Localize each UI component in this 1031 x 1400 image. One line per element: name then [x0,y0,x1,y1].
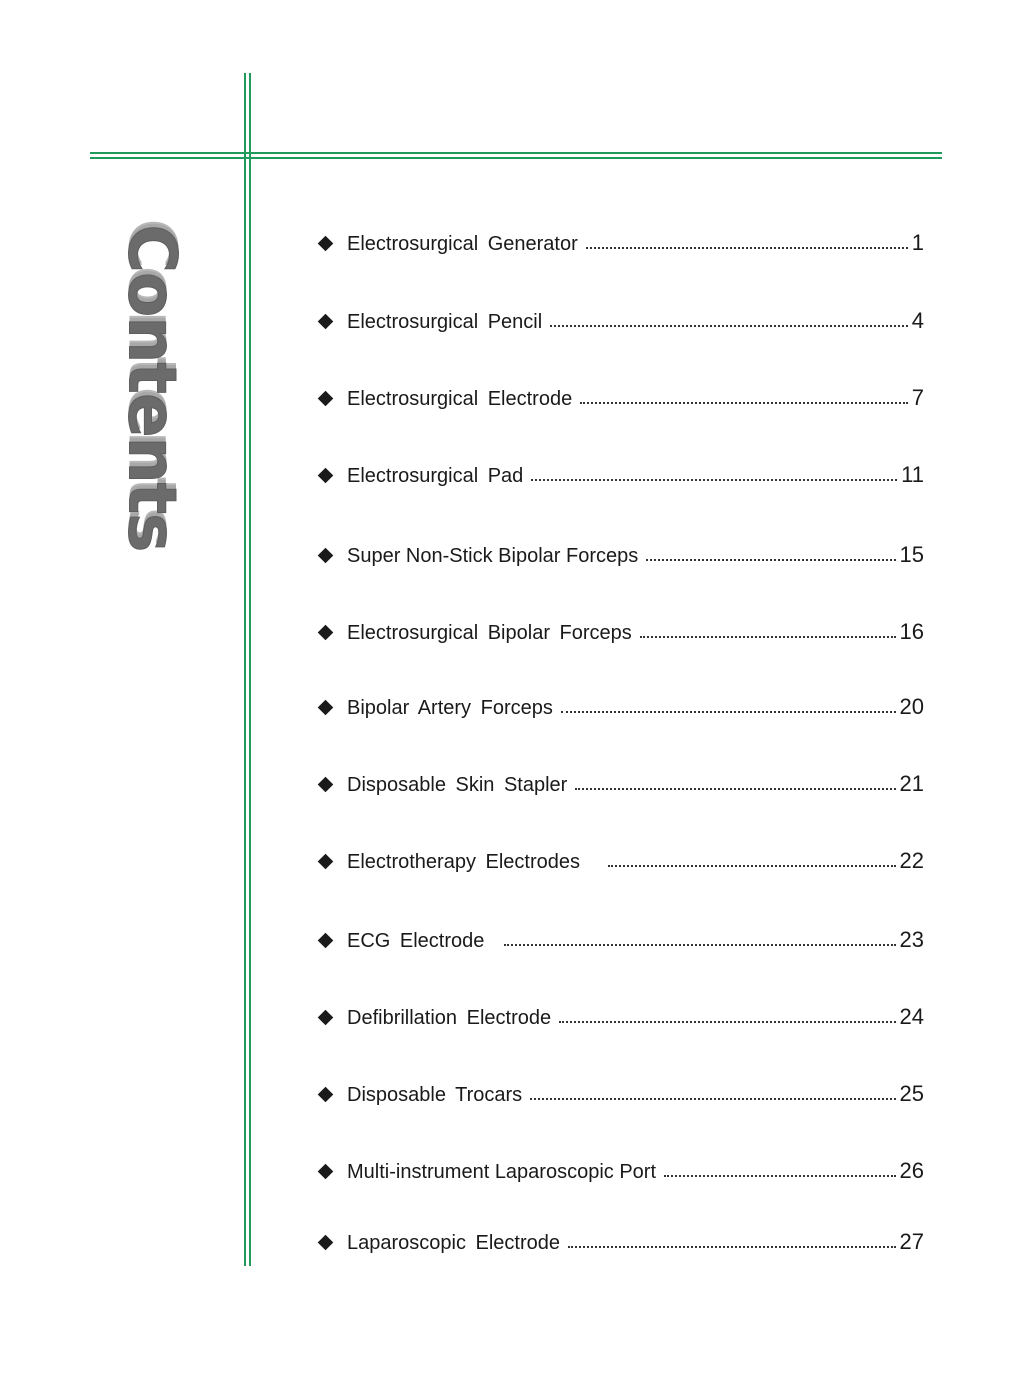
toc-entry-page: 1 [911,230,924,255]
toc-entry[interactable] [316,692,924,720]
contents-heading: Contents [113,224,191,551]
dot-leader [646,559,895,561]
toc-entry-label: Electrosurgical Electrode [347,388,573,410]
toc-entry-label: Multi-instrument Laparoscopic Port [347,1161,657,1183]
toc-entry[interactable] [316,1002,924,1030]
toc-entry-page: 21 [899,771,924,796]
header-rule-top [90,152,942,154]
toc-entry-label: Defibrillation Electrode [347,1007,552,1029]
diamond-bullet-icon [318,777,333,792]
toc-entry-page: 22 [899,848,924,873]
toc-entry-page: 15 [899,542,924,567]
dot-leader [640,636,896,638]
toc-entry[interactable] [316,228,924,256]
toc-entry-page: 23 [899,927,924,952]
diamond-bullet-icon [318,236,333,251]
diamond-bullet-icon [318,314,333,329]
dot-leader [559,1021,895,1023]
diamond-bullet-icon [318,1235,333,1250]
toc-entry[interactable] [316,846,924,874]
header-rule-bottom [90,157,942,159]
dot-leader [575,788,895,790]
dot-leader [568,1246,896,1248]
toc-entry-page: 25 [899,1081,924,1106]
dot-leader [531,479,897,481]
toc-entry-page: 24 [899,1004,924,1029]
toc-entry-page: 11 [901,462,924,487]
toc-entry-page: 26 [899,1158,924,1183]
diamond-bullet-icon [318,854,333,869]
toc-entry-page: 7 [911,385,924,410]
toc-entry-label: Super Non-Stick Bipolar Forceps [347,545,639,567]
toc-entry-label: Electrotherapy Electrodes [347,851,581,873]
toc-entry-label: ECG Electrode [347,930,485,952]
toc-entry[interactable] [316,925,924,953]
toc-entry-page: 27 [899,1229,924,1254]
toc-entry[interactable] [316,769,924,797]
diamond-bullet-icon [318,933,333,948]
toc-entry-label: Laparoscopic Electrode [347,1232,561,1254]
toc-entry[interactable] [316,540,924,568]
dot-leader [586,247,908,249]
diamond-bullet-icon [318,548,333,563]
toc-entry-page: 4 [911,308,924,333]
diamond-bullet-icon [318,625,333,640]
toc-entry-label: Electrosurgical Bipolar Forceps [347,622,632,644]
toc-entry-label: Electrosurgical Generator [347,233,578,255]
toc-entry-label: Disposable Trocars [347,1084,523,1106]
margin-rule-left [244,73,246,1266]
toc-entry[interactable] [316,617,924,645]
toc-entry[interactable] [316,306,924,334]
toc-entry-page: 20 [899,694,924,719]
toc-entry[interactable] [316,383,924,411]
toc-entry[interactable] [316,460,924,488]
toc-entry[interactable] [316,1079,924,1107]
diamond-bullet-icon [318,1164,333,1179]
dot-leader [530,1098,895,1100]
margin-rule-right [249,73,251,1266]
toc-entry-page: 16 [899,619,924,644]
toc-entry-label: Electrosurgical Pencil [347,311,543,333]
diamond-bullet-icon [318,700,333,715]
toc-entry-label: Disposable Skin Stapler [347,774,568,796]
diamond-bullet-icon [318,1010,333,1025]
toc-entry[interactable] [316,1156,924,1184]
dot-leader [580,402,908,404]
dot-leader [608,865,896,867]
toc-entry[interactable] [316,1227,924,1255]
dot-leader [561,711,896,713]
diamond-bullet-icon [318,468,333,483]
page-title [112,190,192,585]
toc-entry-label: Electrosurgical Pad [347,465,524,487]
dot-leader [550,325,908,327]
dot-leader [664,1175,896,1177]
diamond-bullet-icon [318,1087,333,1102]
diamond-bullet-icon [318,391,333,406]
dot-leader [504,944,895,946]
toc-entry-label: Bipolar Artery Forceps [347,697,553,719]
